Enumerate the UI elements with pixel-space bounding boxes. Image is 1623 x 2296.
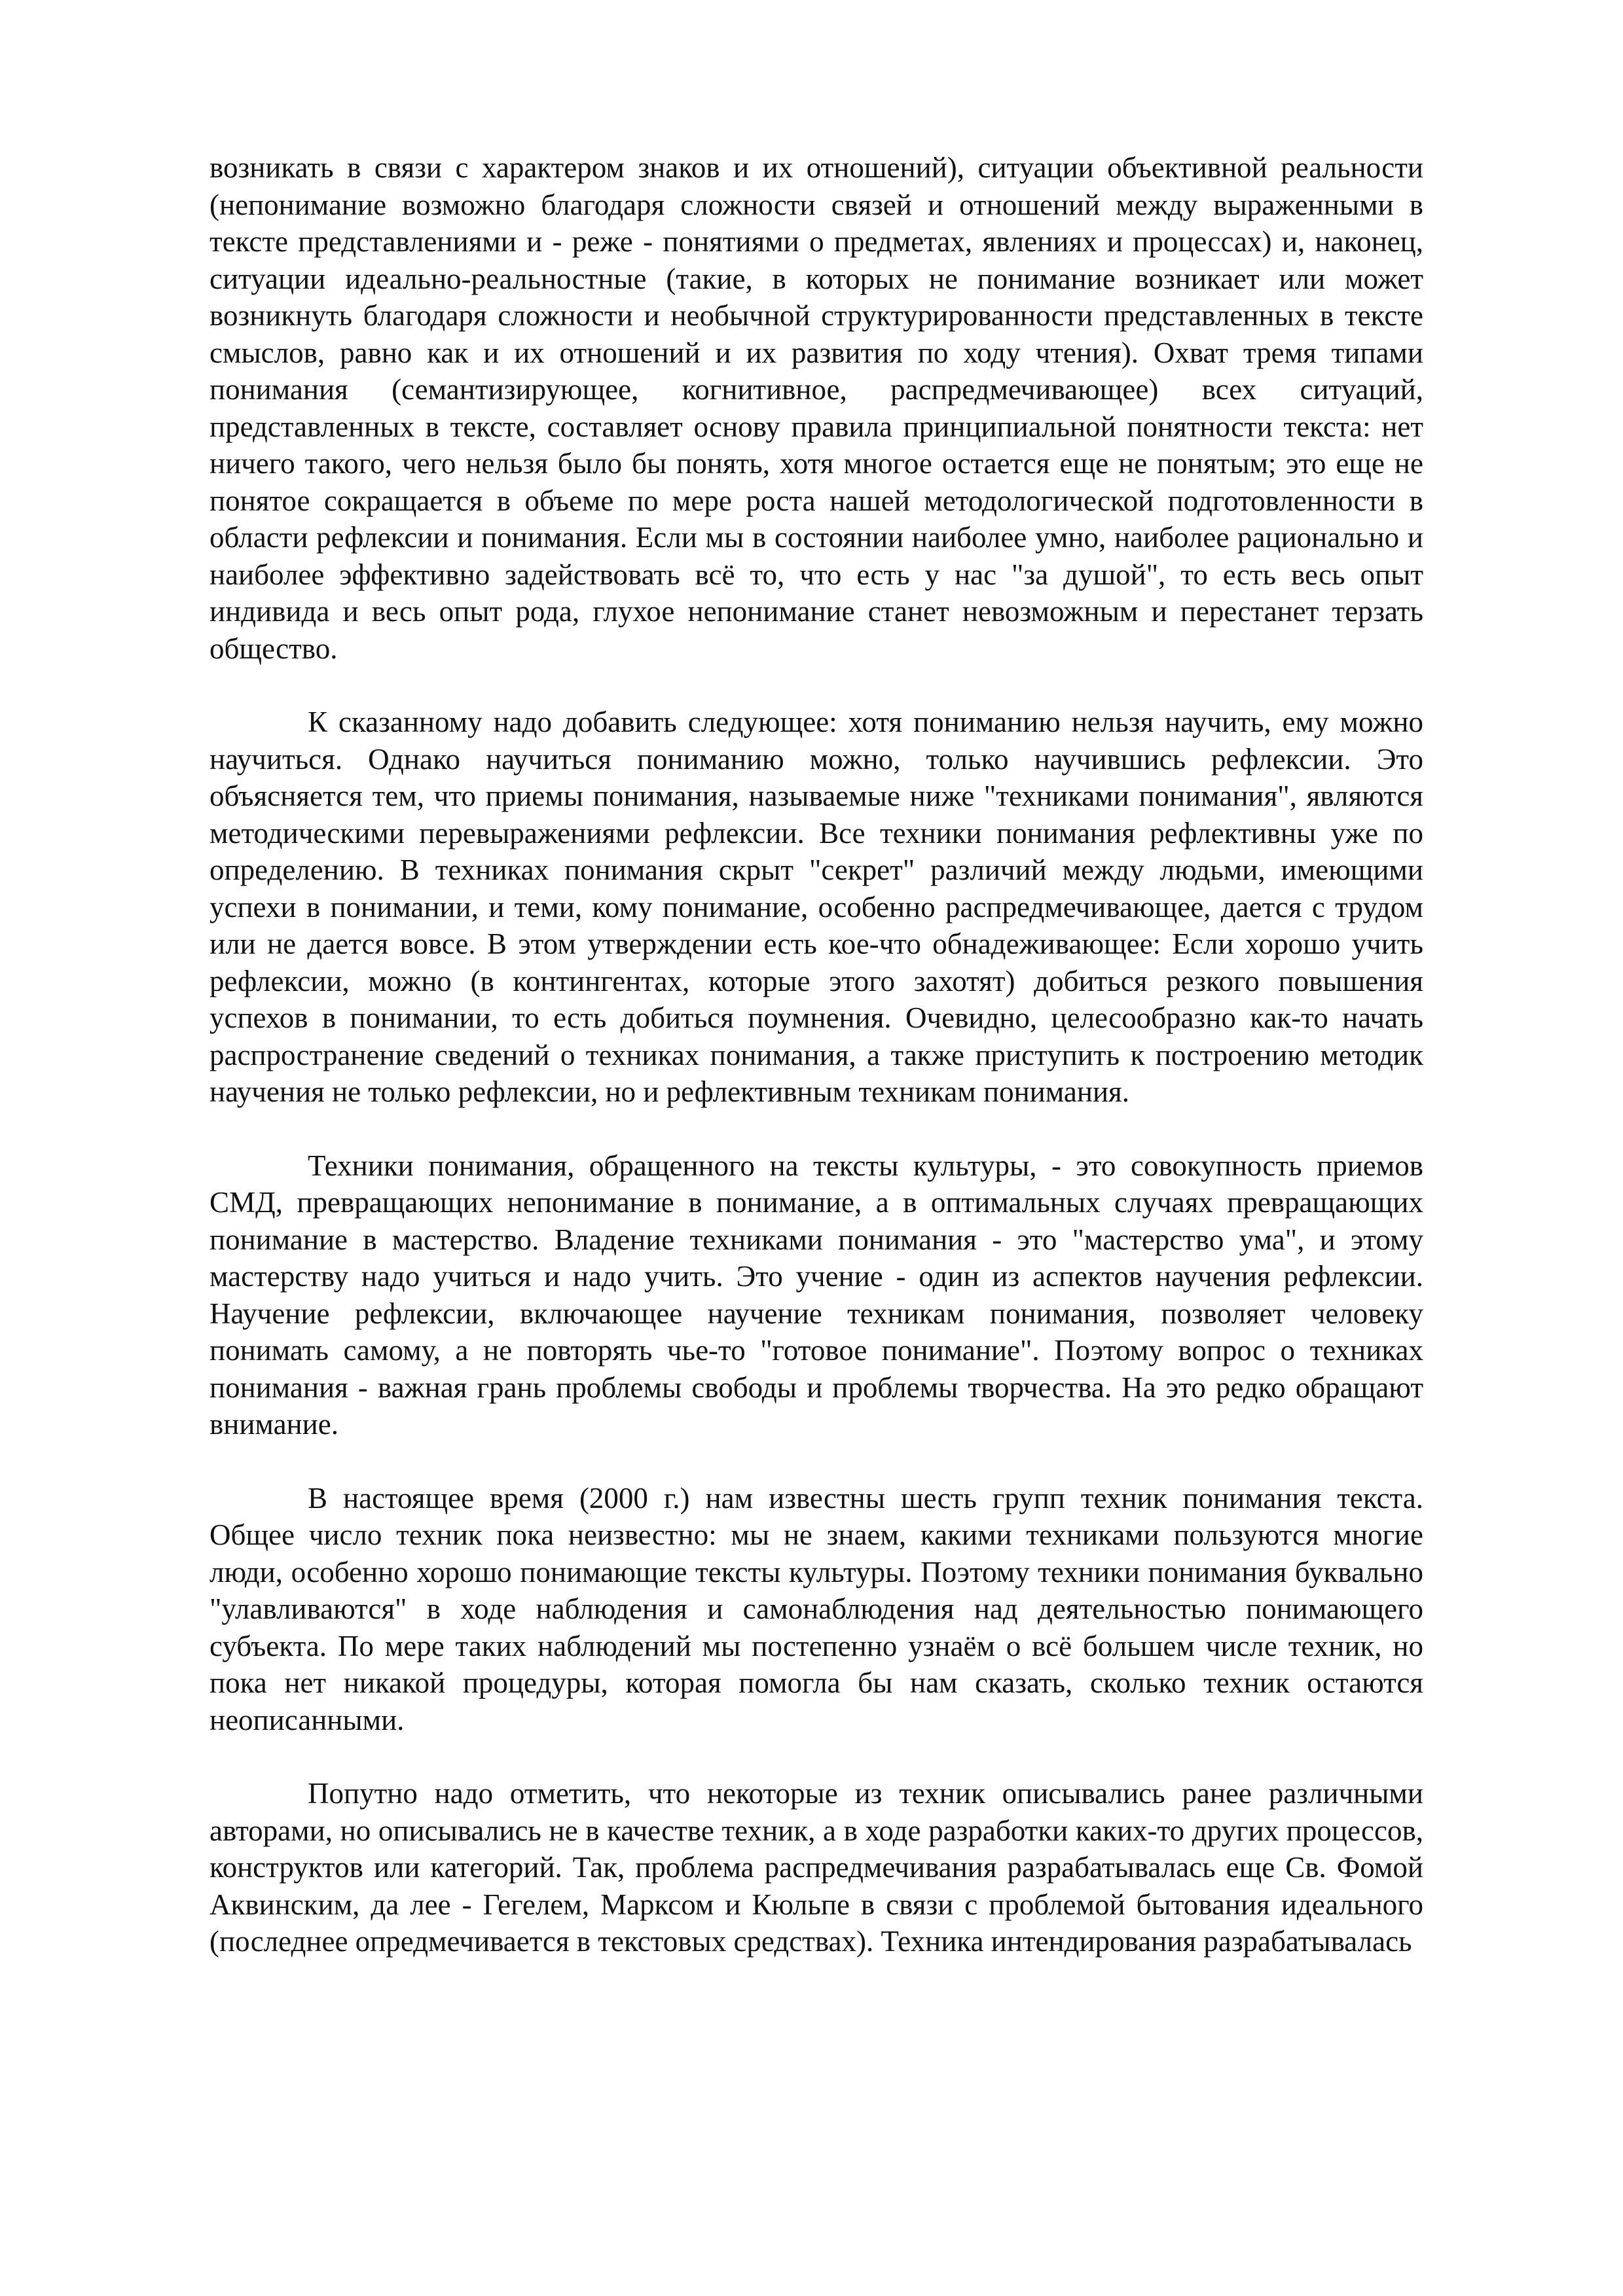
paragraph-1: возникать в связи с характером знаков и их отношений), ситуации объективной реальности (непонимание возможно благодаря сложности связей и отношений между выраженными в тексте представлениями и - реже - понятиями о предметах, явлениях и процессах) и, наконец, ситуации идеально-реальностные (такие, в которых не понимание возникает или может возникнуть благодаря сложности и необычной структурированности представленных в тексте смыслов, равно как и их отношений и их развития по ходу чтения). Охват тремя типами понимания (семантизирующее, когнитивное, распредмечивающее) всех ситуаций, представленных в тексте, составляет основу правила принципиальной понятности текста: нет ничего такого, чего нельзя было бы понять, хотя многое остается еще не понятым; это еще не понятое сокращается в объеме по мере роста нашей методологической подготовленности в области рефлексии и понимания. Если мы в состоянии наиболее умно, наиболее рационально и наиболее эффективно задействовать всё то, что есть у нас "за душой", то есть весь опыт индивида и весь опыт рода, глухое непонимание станет невозможным и перестанет терзать общество. <box>210 151 1423 665</box>
paragraph-2: К сказанному надо добавить следующее: хотя пониманию нельзя научить, ему можно научиться. Однако научиться пониманию можно, только научившись рефлексии. Это объясняется тем, что приемы понимания, называемые ниже "техниками понимания", являются методическими перевыражениями рефлексии. Все техники понимания рефлективны уже по определению. В техниках понимания скрыт "секрет" различий между людьми, имеющими успехи в понимании, и теми, кому понимание, особенно распредмечивающее, дается с трудом или не дается вовсе. В этом утверждении есть кое-что обнадеживающее: Если хорошо учить рефлексии, можно (в контингентах, которые этого захотят) добиться резкого повышения успехов в понимании, то есть добиться поумнения. Очевидно, целесообразно как-то начать распространение сведений о техниках понимания, а также приступить к построению методик научения не только рефлексии, но и рефлективным техникам понимания. <box>210 706 1423 1108</box>
paragraph-5: Попутно надо отметить, что некоторые из техник описывались ранее различными авторами, но описывались не в качестве техник, а в ходе разработки каких-то других процессов, конструктов или категорий. Так, проблема распредмечивания разрабатывалась еще Св. Фомой Аквинским, да лее - Гегелем, Марксом и Кюльпе в связи с проблемой бытования идеального (последнее опредмечивается в текстовых средствах). Техника интендирования разрабатывалась <box>210 1777 1423 1958</box>
body-text <box>210 149 1423 1997</box>
paragraph-4: В настоящее время (2000 г.) нам известны шесть групп техник понимания текста. Общее число техник пока неизвестно: мы не знаем, какими техниками пользуются многие люди, особенно хорошо понимающие тексты культуры. Поэтому техники понимания буквально "улавливаются" в ходе наблюдения и самонаблюдения над деятельностью понимающего субъекта. По мере таких наблюдений мы постепенно узнаём о всё большем числе техник, но пока нет никакой процедуры, которая помогла бы нам сказать, сколько техник остаются неописанными. <box>210 1481 1423 1736</box>
paragraph-3: Техники понимания, обращенного на тексты культуры, - это совокупность приемов СМД, превращающих непонимание в понимание, а в оптимальных случаях превращающих понимание в мастерство. Владение техниками понимания - это "мастерство ума", и этому мастерству надо учиться и надо учить. Это учение - один из аспектов научения рефлексии. Научение рефлексии, включающее научение техникам понимания, позволяет человеку понимать самому, а не повторять чье-то "готовое понимание". Поэтому вопрос о техниках понимания - важная грань проблемы свободы и проблемы творчества. На это редко обращают внимание. <box>210 1149 1423 1441</box>
